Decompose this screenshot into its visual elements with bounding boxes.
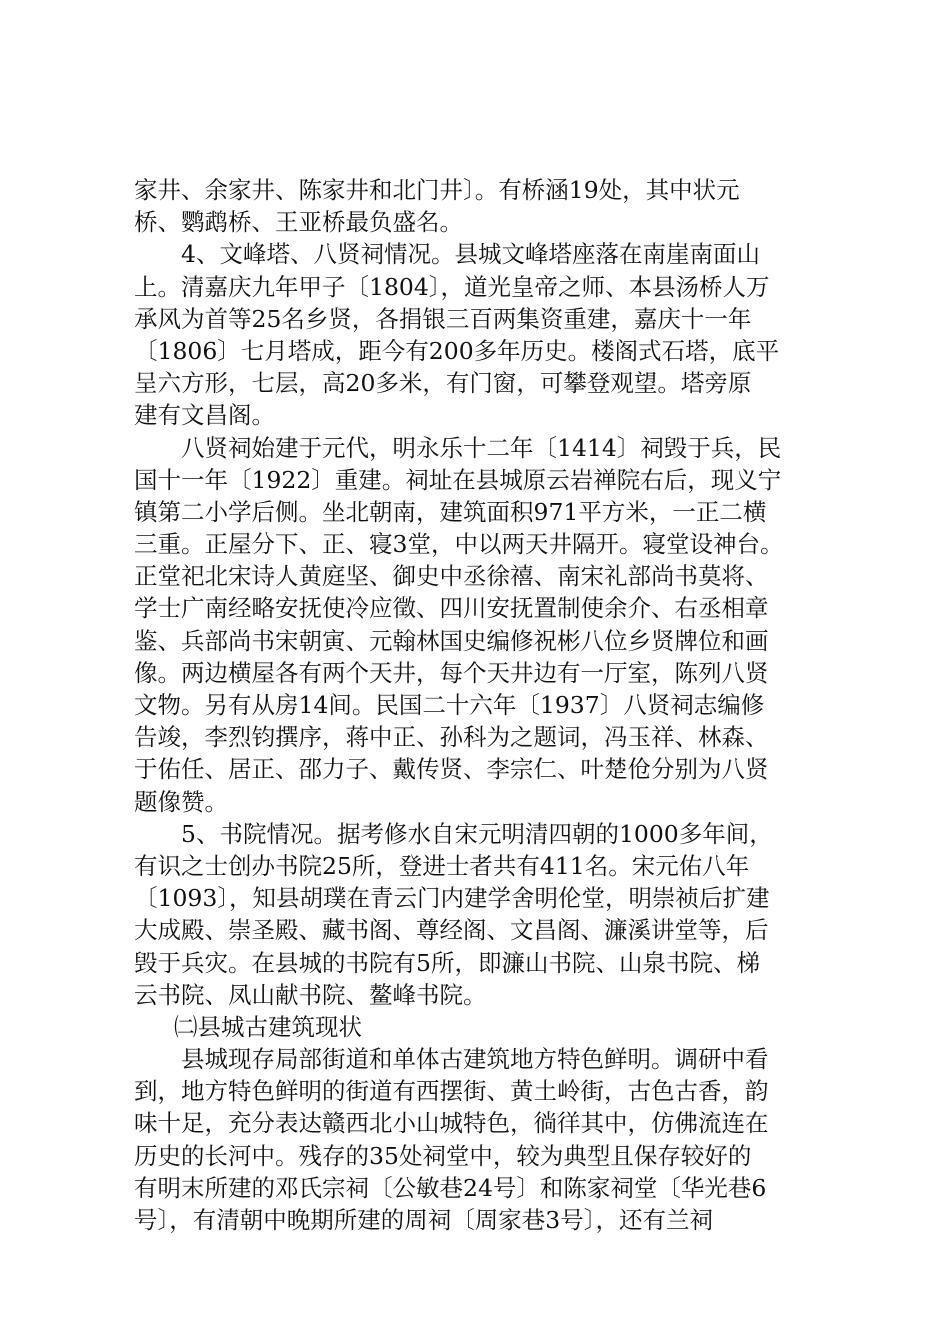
text-line: 镇第二小学后侧。坐北朝南，建筑面积971平方米，一正二横 [134,497,767,526]
document-body-text [134,174,834,1236]
text-line: 学士广南经略安抚使冷应徵、四川安抚置制使余介、右丞相章 [134,594,769,623]
text-line: 于佑任、居正、邵力子、戴传贤、李宗仁、叶楚伧分别为八贤 [134,755,769,784]
text-line: 〔1093〕，知县胡璞在青云门内建学舍明伦堂，明崇祯后扩建 [134,884,770,913]
text-line: 正堂祀北宋诗人黄庭坚、御史中丞徐禧、南宋礼部尚书莫将、 [134,562,769,591]
text-line: 历史的长河中。残存的35处祠堂中，较为典型且保存较好的 [134,1141,752,1170]
text-line: 桥、鹦鹉桥、王亚桥最负盛名。 [134,208,463,237]
text-line: 上。清嘉庆九年甲子〔1804〕，道光皇帝之师、本县汤桥人万 [134,272,770,301]
text-line: 题像赞。 [134,787,228,816]
text-line: 云书院、凤山献书院、鳌峰书院。 [134,980,487,1009]
text-line: 呈六方形，七层，高20多米，有门窗，可攀登观望。塔旁原 [134,369,752,398]
text-line: 三重。正屋分下、正、寝3堂，中以两天井隔开。寝堂设神台。 [134,530,784,559]
text-line: 县城现存局部街道和单体古建筑地方特色鲜明。调研中看 [181,1045,769,1074]
text-line: 到，地方特色鲜明的街道有西摆街、黄土岭街，古色古香，韵 [134,1077,769,1106]
text-line: 毁于兵灾。在县城的书院有5所，即濂山书院、山泉书院、梯 [134,948,760,977]
text-line: 承风为首等25名乡贤，各捐银三百两集资重建，嘉庆十一年 [134,304,752,333]
text-line: 大成殿、崇圣殿、藏书阁、尊经阁、文昌阁、濂溪讲堂等，后 [134,916,769,945]
text-line: 建有文昌阁。 [134,401,275,430]
text-line: 鉴、兵部尚书宋朝寅、元翰林国史编修祝彬八位乡贤牌位和画 [134,626,769,655]
text-line: 有明末所建的邓氏宗祠〔公敏巷24号〕和陈家祠堂〔华光巷6 [134,1173,767,1202]
text-line: 5、书院情况。据考修水自宋元明清四朝的1000多年间， [181,819,773,848]
text-line: 4、文峰塔、八贤祠情况。县城文峰塔座落在南崖南面山 [181,240,760,269]
text-line: 八贤祠始建于元代，明永乐十二年〔1414〕祠毁于兵，民 [181,433,782,462]
text-line: 〔1806〕七月塔成，距今有200多年历史。楼阁式石塔，底平 [134,336,780,365]
text-line: ㈡县城古建筑现状 [174,1012,362,1041]
text-line: 家井、余家井、陈家井和北门井〕。有桥涵19处，其中状元 [134,176,740,204]
text-line: 国十一年〔1922〕重建。祠址在县城原云岩禅院右后，现义宁 [134,465,782,494]
text-line: 味十足，充分表达赣西北小山城特色，徜徉其中，仿佛流连在 [134,1109,769,1138]
text-line: 有识之士创办书院25所，登进士者共有411名。宋元佑八年 [134,851,750,880]
text-line: 号〕，有清朝中晚期所建的周祠〔周家巷3号〕，还有兰祠 [134,1206,713,1234]
text-line: 文物。另有从房14间。民国二十六年〔1937〕八贤祠志编修 [134,691,765,719]
text-line: 像。两边横屋各有两个天井，每个天井边有一厅室，陈列八贤 [134,658,769,687]
text-line: 告竣，李烈钧撰序，蒋中正、孙科为之题词，冯玉祥、林森、 [134,723,769,752]
